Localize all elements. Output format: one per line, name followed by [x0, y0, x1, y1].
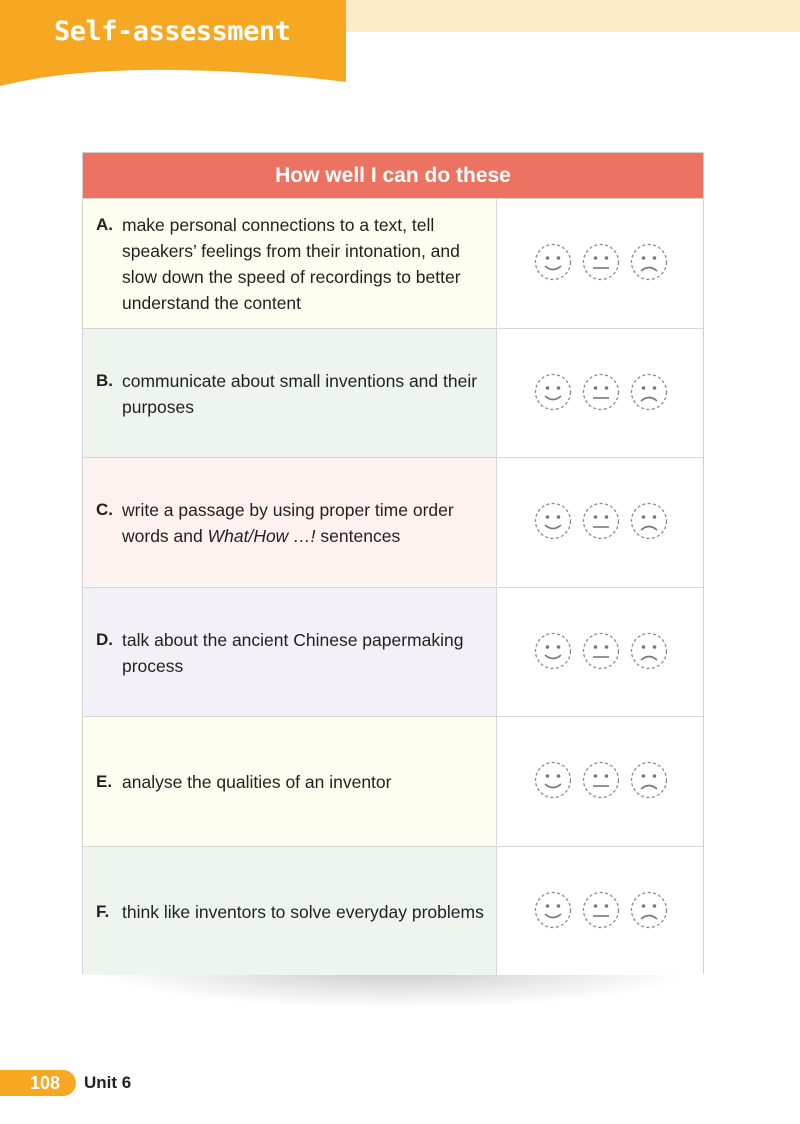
table-row [83, 716, 703, 845]
rating-faces [534, 761, 674, 801]
skill-cell [83, 588, 497, 716]
smiling-face-icon[interactable] [534, 243, 572, 281]
skill-cell [83, 329, 497, 457]
item-letter: A. [96, 215, 113, 234]
skill-description [122, 212, 492, 316]
skill-cell [83, 717, 497, 845]
description-line: process [122, 655, 184, 676]
table-heading: How well I can do these [83, 153, 703, 198]
rating-cell [497, 329, 703, 457]
frowning-face-icon[interactable] [630, 632, 668, 670]
table-row [83, 587, 703, 716]
italic-phrase: What/How …! [207, 526, 316, 546]
table-row [83, 846, 703, 975]
rating-faces [534, 373, 674, 413]
description-line: analyse the qualities of an inventor [122, 772, 392, 792]
rating-cell [497, 199, 703, 327]
rating-cell [497, 458, 703, 586]
neutral-face-icon[interactable] [582, 243, 620, 281]
rating-faces [534, 502, 674, 542]
skill-cell [83, 847, 497, 975]
item-letter: D. [96, 629, 113, 649]
neutral-face-icon[interactable] [582, 761, 620, 799]
rating-cell [497, 717, 703, 845]
skill-description [122, 769, 492, 795]
neutral-face-icon[interactable] [582, 502, 620, 540]
smiling-face-icon[interactable] [534, 891, 572, 929]
table-row [83, 328, 703, 457]
rating-cell [497, 847, 703, 975]
rating-faces [534, 891, 674, 931]
table-row [83, 198, 703, 327]
rating-cell [497, 588, 703, 716]
description-line: communicate about small inventions and their [122, 370, 478, 391]
description-line: understand the content [122, 293, 302, 313]
rating-faces [534, 632, 674, 672]
frowning-face-icon[interactable] [630, 761, 668, 799]
skill-description [122, 368, 492, 420]
description-line: words and What/How …! sentences [122, 526, 401, 546]
skill-cell [83, 199, 497, 327]
frowning-face-icon[interactable] [630, 891, 668, 929]
table-row [83, 457, 703, 586]
description-line: talk about the ancient Chinese papermaking [122, 629, 464, 650]
rating-faces [534, 243, 674, 283]
page-number-badge: 108 [0, 1070, 76, 1096]
description-line: make personal connections to a text, tell [122, 215, 435, 235]
self-assessment-table [82, 152, 704, 974]
description-line: write a passage by using proper time order [122, 500, 454, 520]
frowning-face-icon[interactable] [630, 373, 668, 411]
skill-description [122, 497, 492, 549]
item-letter: E. [96, 772, 113, 791]
neutral-face-icon[interactable] [582, 632, 620, 670]
item-letter: B. [96, 370, 113, 390]
page-title: Self-assessment [54, 16, 291, 47]
smiling-face-icon[interactable] [534, 373, 572, 411]
item-letter: C. [96, 500, 113, 519]
smiling-face-icon[interactable] [534, 761, 572, 799]
neutral-face-icon[interactable] [582, 373, 620, 411]
section-title-tab [0, 0, 346, 90]
frowning-face-icon[interactable] [630, 502, 668, 540]
skill-description [122, 899, 492, 925]
smiling-face-icon[interactable] [534, 632, 572, 670]
unit-label: Unit 6 [84, 1073, 132, 1092]
skill-description [122, 627, 492, 679]
item-letter: F. [96, 901, 110, 921]
frowning-face-icon[interactable] [630, 243, 668, 281]
description-line: speakers’ feelings from their intonation, and [122, 241, 460, 261]
smiling-face-icon[interactable] [534, 502, 572, 540]
neutral-face-icon[interactable] [582, 891, 620, 929]
description-line: slow down the speed of recordings to better [122, 267, 461, 287]
description-line: think like inventors to solve everyday problems [122, 901, 484, 922]
skill-cell [83, 458, 497, 586]
description-line: purposes [122, 396, 194, 417]
